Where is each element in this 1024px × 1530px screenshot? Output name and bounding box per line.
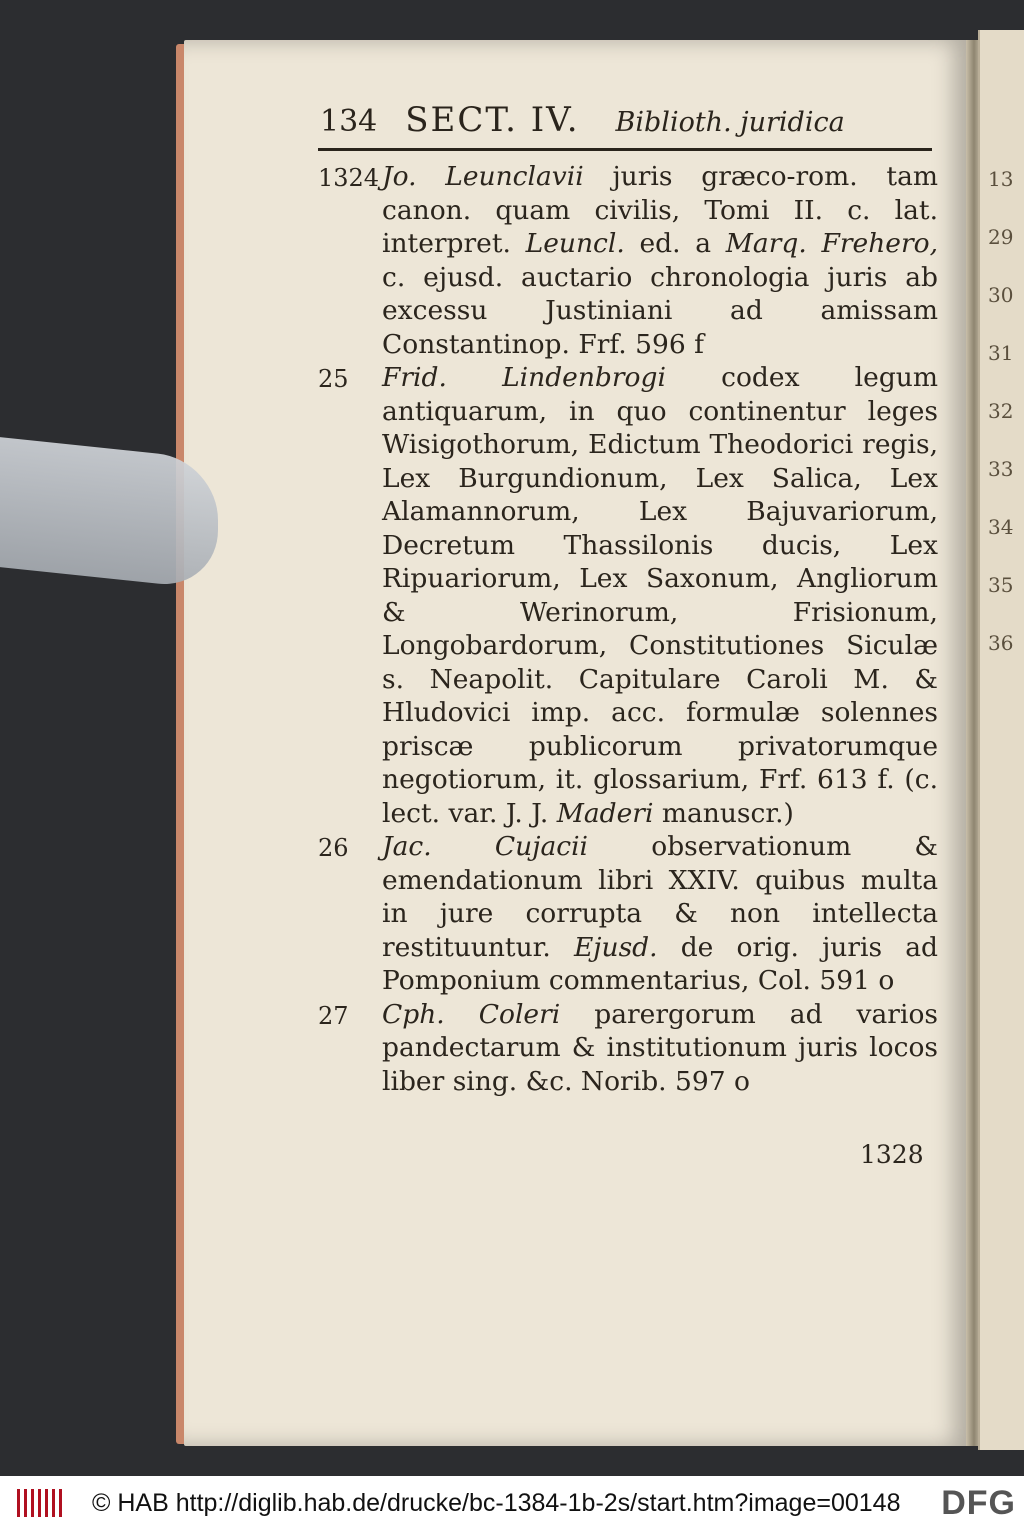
entry-text-part: manuscr.) (653, 797, 794, 829)
entry-author: Jo. Leunclavii (382, 161, 584, 192)
head-rule (318, 148, 932, 151)
entry-author: Jac. Cujacii (382, 831, 589, 862)
entry-number: 1324 (318, 164, 380, 192)
entry-editor: Maderi (556, 797, 654, 829)
entry-title: juris græco-rom. tam canon. quam civilis, Tomi II. c. lat. interpret. (382, 161, 938, 259)
running-title: Biblioth. juridica (615, 107, 845, 138)
catalogue-entry (318, 998, 938, 1099)
entry-title: parergorum ad varios pandectarum & institutionum juris locos liber sing. &c. Norib. 597 o (382, 998, 938, 1097)
footer-credit: © HAB http://diglib.hab.de/drucke/bc-1384-1b-2s/start.htm?image=00148 (92, 1488, 901, 1517)
catalogue-entry (318, 361, 938, 830)
entry-text-part: c. ejusd. auctario chronologia juris ab excessu Justiniani ad amissam Constantinop. Frf. 596 f (382, 261, 938, 360)
page-number: 134 (320, 104, 378, 139)
entry-number: 26 (318, 834, 349, 862)
entry-editor: Ejusd. (573, 931, 658, 963)
running-head (320, 100, 880, 146)
entry-number: 27 (318, 1001, 349, 1030)
entry-text-part: de orig. juris ad Pomponium commentarius, Col. 591 o (382, 931, 938, 996)
entry-editor: Marq. Frehero, (725, 228, 939, 259)
section-heading: SECT. IV. (405, 100, 580, 140)
facing-page-text: 13 29 30 31 32 33 34 35 36 (988, 167, 1014, 655)
entry-text (382, 830, 938, 998)
entry-title: codex legum antiquarum, in quo continentur leges Wisigothorum, Edictum Theodorici regis, Lex Burgundionum, Lex Salica, Lex Alamannorum, Lex Bajuvariorum, Decretum Thassilonis ducis, Lex Ripuariorum, Lex Saxonum, Angliorum & Werinorum, Frisionum, Longobardorum, Constitutiones Siculæ s. Neapolit. Capitulare Caroli M. & Hludovici imp. acc. formulæ solennes priscæ publicorum privatorumque negotiorum, it. glossarium, Frf. 613 f. (c. lect. var. J. J. (382, 362, 938, 829)
dfg-logo: DFG (941, 1483, 1016, 1522)
catalogue-entries (318, 160, 938, 1098)
entry-editor: Leuncl. (525, 228, 625, 259)
hab-logo-icon (4, 1483, 74, 1523)
entry-author: Cph. Coleri (382, 998, 561, 1030)
entry-text-part: ed. a (624, 228, 726, 259)
footer-bar (0, 1476, 1024, 1530)
catalogue-entry (318, 830, 938, 998)
catalogue-entry (318, 160, 938, 361)
entry-text (382, 361, 938, 830)
entry-text (382, 160, 938, 361)
entry-text (382, 998, 938, 1099)
entry-title: observationum & emendationum libri XXIV. quibus multa in jure corrupta & non intellecta restituuntur. (382, 831, 939, 963)
entry-author: Frid. Lindenbrogi (382, 362, 666, 393)
catchword: 1328 (860, 1140, 924, 1169)
entry-number: 25 (318, 365, 349, 393)
